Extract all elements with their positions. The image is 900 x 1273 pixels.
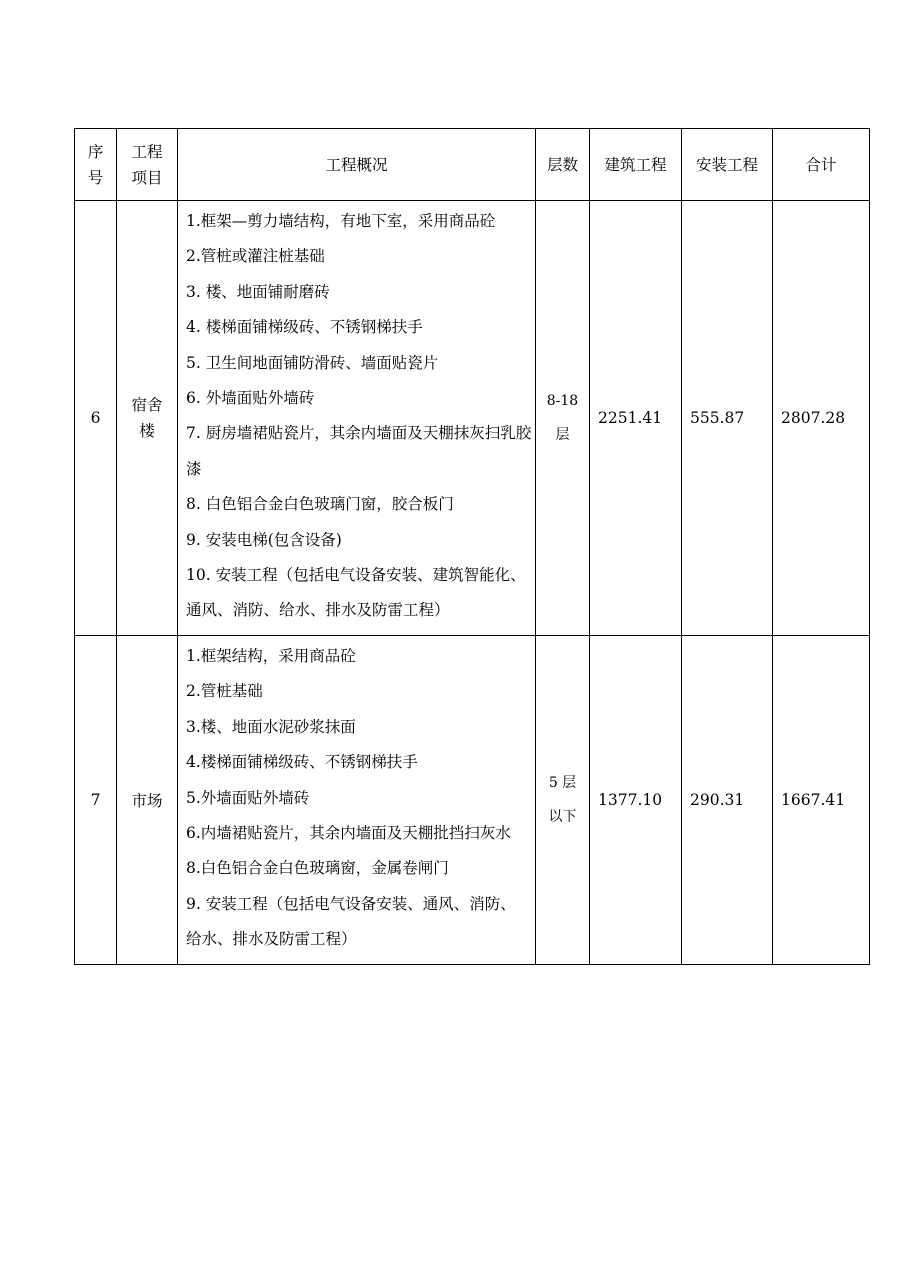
- overview-line: 4.楼梯面铺梯级砖、不锈钢梯扶手: [186, 753, 418, 772]
- overview-line: 1.框架—剪力墙结构，有地下室，采用商品砼: [186, 212, 496, 230]
- header-overview: 工程概况: [178, 129, 536, 201]
- header-total: 合计: [773, 129, 870, 201]
- overview-line: 2.管桩或灌注桩基础: [186, 247, 325, 266]
- row-seq: 6: [75, 201, 117, 636]
- row-building-cost: 1377.10: [590, 635, 682, 964]
- header-item: 工程 项目: [117, 129, 178, 201]
- overview-line: 3. 楼、地面铺耐磨砖: [186, 282, 330, 301]
- overview-line: 4. 楼梯面铺梯级砖、不锈钢梯扶手: [186, 318, 423, 337]
- row-total-cost: 1667.41: [773, 635, 870, 964]
- row-item: 宿舍 楼: [117, 201, 178, 636]
- overview-line: 7. 厨房墙裙贴瓷片，其余内墙面及天棚抹灰扫乳胶: [186, 424, 532, 443]
- row-building-cost: 2251.41: [590, 201, 682, 636]
- row-install-cost: 555.87: [682, 201, 773, 636]
- overview-line: 6.内墙裙贴瓷片，其余内墙面及天棚批挡扫灰水: [186, 823, 511, 842]
- overview-line: 2.管桩基础: [186, 682, 263, 701]
- overview-line: 6. 外墙面贴外墙砖: [186, 389, 315, 408]
- overview-line: 1.框架结构，采用商品砼: [186, 646, 356, 665]
- row-item: 市场: [117, 635, 178, 964]
- table-row: [75, 201, 870, 636]
- row-floors: 8-18 层: [536, 201, 590, 636]
- overview-line: 5. 卫生间地面铺防滑砖、墙面贴瓷片: [186, 353, 439, 372]
- overview-line: 9. 安装工程（包括电气设备安装、通风、消防、: [186, 894, 516, 913]
- project-cost-table: [74, 128, 870, 965]
- overview-line: 漆: [186, 459, 202, 478]
- overview-line: 通风、消防、给水、排水及防雷工程）: [186, 601, 450, 620]
- row-overview: [178, 201, 536, 636]
- row-seq: 7: [75, 635, 117, 964]
- row-install-cost: 290.31: [682, 635, 773, 964]
- row-floors: 5 层 以下: [536, 635, 590, 964]
- row-total-cost: 2807.28: [773, 201, 870, 636]
- table-header-row: [75, 129, 870, 201]
- table-row: [75, 635, 870, 964]
- overview-line: 3.楼、地面水泥砂浆抹面: [186, 717, 356, 736]
- header-building: 建筑工程: [590, 129, 682, 201]
- overview-line: 给水、排水及防雷工程）: [186, 930, 357, 949]
- header-install: 安装工程: [682, 129, 773, 201]
- header-seq: 序 号: [75, 129, 117, 201]
- overview-line: 10. 安装工程（包括电气设备安装、建筑智能化、: [186, 566, 526, 585]
- overview-line: 5.外墙面贴外墙砖: [186, 788, 310, 807]
- overview-line: 9. 安装电梯(包含设备): [186, 530, 342, 549]
- overview-line: 8. 白色铝合金白色玻璃门窗，胶合板门: [186, 495, 454, 514]
- row-overview: [178, 635, 536, 964]
- overview-line: 8.白色铝合金白色玻璃窗，金属卷闸门: [186, 859, 449, 878]
- header-floors: 层数: [536, 129, 590, 201]
